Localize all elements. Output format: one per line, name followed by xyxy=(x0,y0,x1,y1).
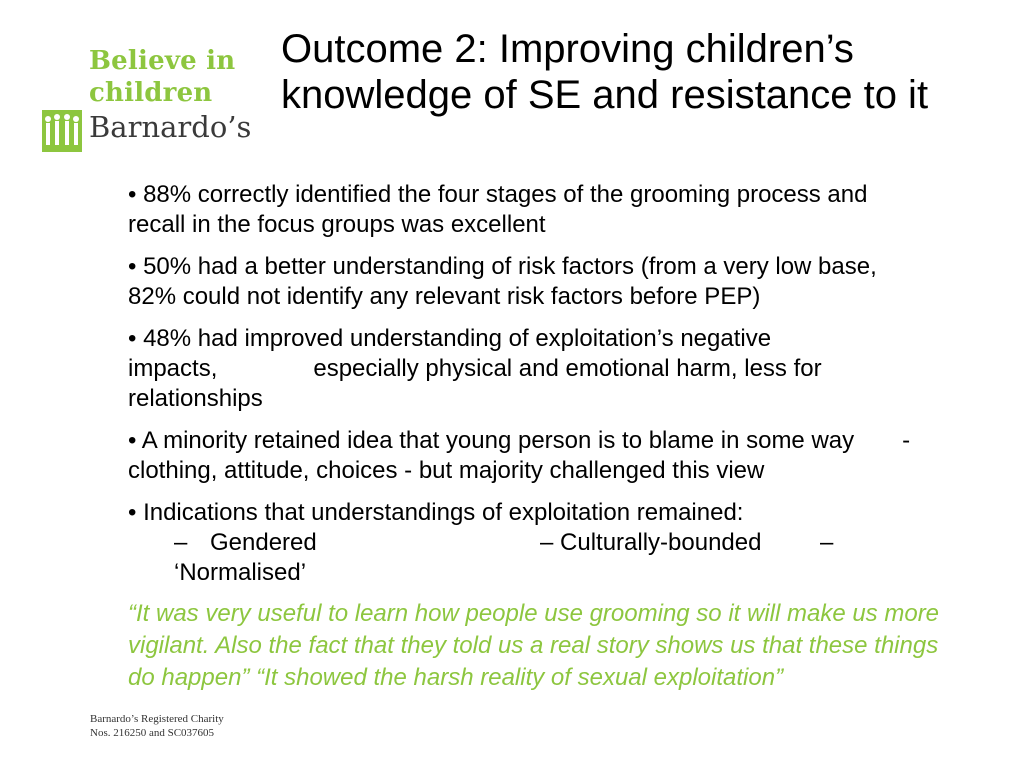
bullet-item: • 88% correctly identified the four stages of the grooming process and recall in the focus groups was excellent xyxy=(128,181,916,238)
sub-item-culturally-bounded: – Culturally-bounded xyxy=(540,529,762,556)
logo-tagline-line1: Believe in xyxy=(89,46,236,76)
participant-quote: “It was very useful to learn how people use grooming so it will make us more vigilant. Also the fact that they told us a real story shows us that these things do happen” “It showed the harsh reality of sexual exploitation” xyxy=(128,600,940,691)
bullet-item: • 50% had a better understanding of risk factors (from a very low base, 82% could not identify any relevant risk factors before PEP) xyxy=(128,253,925,310)
bullet-item: • 48% had improved understanding of exploitation’s negative impacts, especially physical and emotional harm, less for relationships xyxy=(128,325,822,412)
sub-list xyxy=(174,528,948,588)
slide-body xyxy=(128,180,948,694)
barnardos-logo xyxy=(40,48,260,158)
bullet-item: • Indications that understandings of exploitation remained: xyxy=(128,499,744,526)
logo-tagline-line2: children xyxy=(89,78,213,108)
logo-brand-name: Barnardo’s xyxy=(89,110,252,144)
sub-item-normalised: – ‘Normalised’ xyxy=(174,529,834,586)
footer-line2: Nos. 216250 and SC037605 xyxy=(90,727,215,739)
bullet-item: • A minority retained idea that young person is to blame in some way - clothing, attitude, choices - but majority challenged this view xyxy=(128,427,911,484)
children-figures-icon xyxy=(42,110,82,152)
charity-footer xyxy=(90,712,290,740)
footer-line1: Barnardo’s Registered Charity xyxy=(90,713,224,725)
sub-item-gendered: Gendered xyxy=(210,529,317,556)
slide-title: Outcome 2: Improving children’s knowledge of SE and resistance to it xyxy=(281,27,929,117)
dash-bullet: – xyxy=(174,529,188,556)
